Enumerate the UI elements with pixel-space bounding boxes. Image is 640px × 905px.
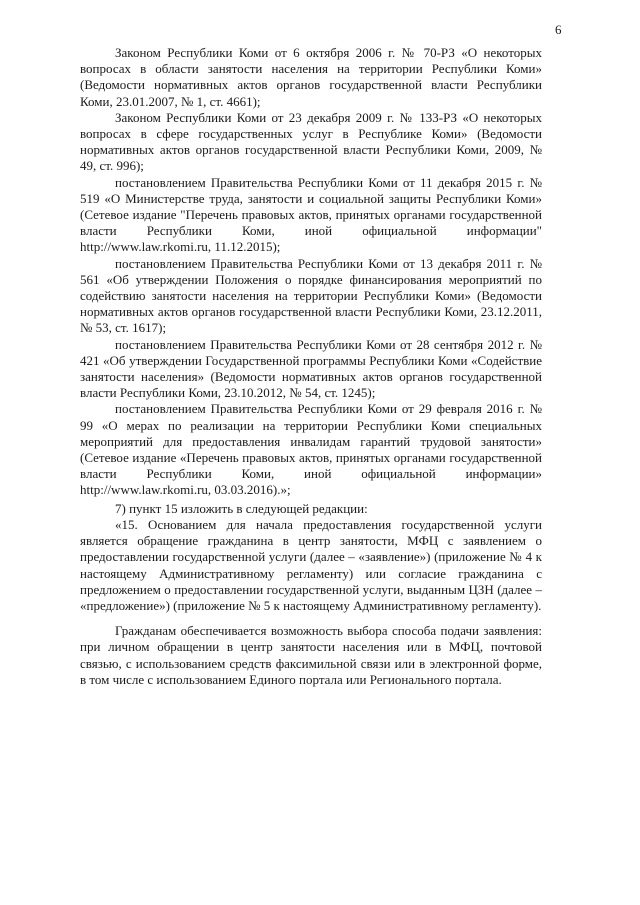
paragraph-law-133-rz: Законом Республики Коми от 23 декабря 2009 г. № 133-РЗ «О некоторых вопросах в сфере государственных услуг в Республике Коми» (Ведомости нормативных актов органов государственной власти Республики Коми, 2009, № 49, ст. 996); xyxy=(80,109,542,174)
paragraph-item-7: 7) пункт 15 изложить в следующей редакции: xyxy=(115,500,368,516)
paragraph-resolution-99: постановлением Правительства Республики Коми от 29 февраля 2016 г. № 99 «О мерах по реализации на территории Республики Коми специальных мероприятий для предоставления инвалидам гарантий трудовой занятости» (Сетевое издание «Перечень правовых актов, принятых органами государственной власти Республики Коми, иной официальной информации» http://www.law.rkomi.ru, 03.03.2016).»; xyxy=(80,401,542,498)
page-number: 6 xyxy=(555,22,562,37)
paragraph-resolution-519: постановлением Правительства Республики Коми от 11 декабря 2015 г. № 519 «О Министерстве труда, занятости и социальной защиты Республики Коми» (Сетевое издание "Перечень правовых актов, принятых органами государственной власти Республики Коми, иной официальной информации" http://www.law.rkomi.ru, 11.12.2015); xyxy=(80,174,542,255)
paragraph-clause-15: «15. Основанием для начала предоставления государственной услуги является обращение гражданина в центр занятости, МФЦ с заявлением о предоставлении государственной услуги (далее – «заявление») (приложение № 4 к настоящему Административному регламенту) или согласие гражданина с предложением о предоставлении государственной услуги, выданным ЦЗН (далее – «предложение») (приложение № 5 к настоящему Административному регламенту). xyxy=(80,516,542,613)
paragraph-resolution-421: постановлением Правительства Республики Коми от 28 сентября 2012 г. № 421 «Об утверждении Государственной программы Республики Коми «Содействие занятости населения» (Ведомости нормативных актов органов государственной власти Республики Коми, 23.10.2012, № 54, ст. 1245); xyxy=(80,336,542,401)
document-body xyxy=(80,45,542,688)
paragraph-law-70-rz: Законом Республики Коми от 6 октября 2006 г. № 70-РЗ «О некоторых вопросах в области занятости населения на территории Республики Коми» (Ведомости нормативных актов органов государственной власти Республики Коми, 23.01.2007, № 1, ст. 4661); xyxy=(80,45,542,109)
paragraph-submission-methods: Гражданам обеспечивается возможность выбора способа подачи заявления: при личном обращении в центр занятости населения или в МФЦ, почтовой связью, с использованием средств факсимильной связи или в электронной форме, в том числе с использованием Единого портала или Регионального портала. xyxy=(80,623,542,687)
paragraph-resolution-561: постановлением Правительства Республики Коми от 13 декабря 2011 г. № 561 «Об утверждении Положения о порядке финансирования мероприятий по содействию занятости населения на территории Республики Коми» (Ведомости нормативных актов органов государственной власти Республики Коми, 23.12.2011, № 53, ст. 1617); xyxy=(80,255,542,336)
